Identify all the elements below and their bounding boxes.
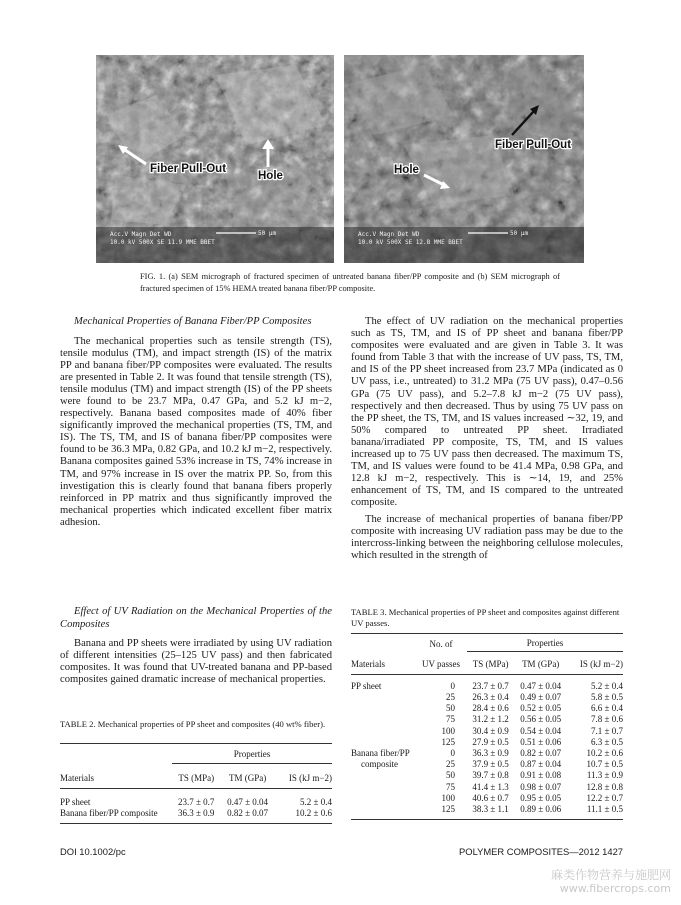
footer-journal: POLYMER COMPOSITES—2012 1427 xyxy=(459,846,623,857)
table3-col-ts: TS (MPa) xyxy=(472,658,509,669)
sem-info-line1-b: Acc.V Magn Det WD xyxy=(358,231,420,238)
table2-col-ts: TS (MPa) xyxy=(178,772,215,783)
right-column xyxy=(351,316,623,562)
table3-col-materials: Materials xyxy=(351,658,385,669)
sem-micrograph-a xyxy=(96,55,334,263)
watermark-line2: www.fibercrops.com xyxy=(559,882,671,895)
table-row: 25 26.3 ± 0.4 0.49 ± 0.07 5.8 ± 0.5 xyxy=(446,691,623,702)
table-row: 125 27.9 ± 0.5 0.51 ± 0.06 6.3 ± 0.5 xyxy=(441,736,623,747)
paragraph-mechanical-properties: The mechanical properties such as tensile strength (TS), tensile modulus (TM), and impact strength (IS) of the matrix PP and banana fiber/PP composites were evaluated. The results are presented in Table 2. It was found that tensile strength (TS), tensile modulus (TM) and impact strength (IS) of the PP sheets were found to be 23.7 MPa, 0.47 GPa, and 5.2 kJ m−2, respectively. Banana based composites made of 40% fiber significantly improved the mechanical properties (TS, TM, and IS). The TS, TM, and IS of banana fiber/PP composites were found to be 36.3 MPa, 0.82 GPa, and 10.2 kJ m−2, respectively. Banana composites gained 53% increase in TS, 74% increase in TM, and 97% increase in IS over the matrix PP. So, from this investigation this is clearly found that banana fibers properly reinforced in PP matrix and thus significantly improved the mechanical properties which indicated excellent fiber matrix adhesion. xyxy=(60,335,332,528)
table-row: 75 31.2 ± 1.2 0.56 ± 0.05 7.8 ± 0.6 xyxy=(446,714,623,725)
table-row: composite 25 37.9 ± 0.5 0.87 ± 0.04 10.7 ± 0.5 xyxy=(361,759,623,770)
scale-label-b: 50 μm xyxy=(510,230,529,237)
table2-col-tm: TM (GPa) xyxy=(228,772,267,783)
hole-label-a: Hole xyxy=(258,170,283,182)
table2-caption: TABLE 2. Mechanical properties of PP sheet and composites (40 wt% fiber). xyxy=(60,719,326,729)
paragraph-uv-increase: The increase of mechanical properties of banana fiber/PP composite with increasing UV radiation pass may be due to the intercross-linking between the neighboring cellulose molecules, which resulted in the strength of xyxy=(351,513,623,561)
table2-col-is: IS (kJ m−2) xyxy=(288,772,332,783)
table-row: PP sheet 23.7 ± 0.7 0.47 ± 0.04 5.2 ± 0.4 xyxy=(60,796,332,807)
sem-info-line2-b: 10.0 kV 500X SE 12.8 MME BBET xyxy=(358,239,463,246)
table3-col-uv-line2: UV passes xyxy=(421,658,461,669)
table-row: PP sheet 0 23.7 ± 0.7 0.47 ± 0.04 5.2 ± 0.4 xyxy=(351,680,623,691)
watermark-line1: 麻类作物营养与施肥网 xyxy=(550,868,671,882)
table2-group-header: Properties xyxy=(172,749,332,764)
fiber-pullout-label-b: Fiber Pull-Out xyxy=(495,139,572,151)
sem-micrograph-b xyxy=(344,55,584,263)
table-row: 75 41.4 ± 1.3 0.98 ± 0.07 12.8 ± 0.8 xyxy=(446,781,623,792)
sem-info-line2-a: 10.0 kV 500X SE 11.9 MME BBET xyxy=(110,239,215,246)
table3-caption: TABLE 3. Mechanical properties of PP sheet and composites against different UV passes. xyxy=(351,607,620,628)
paragraph-uv-effect: The effect of UV radiation on the mechanical properties such as TS, TM, and IS of PP sheet and banana fiber/PP composites were evaluated and are given in Table 3. It was found from Table 3 that with the increase of UV pass, TS, TM, and IS of the PP sheet increased from 23.7 MPa (indicated as 0 UV pass, i.e., untreated) to 31.2 MPa (75 UV pass), 0.47–0.56 GPa (75 UV pass), and 5.2–7.8 kJ m−2 (75 UV pass), respectively and then decreased. Thus by using 75 UV pass on the PP sheet, the TS, TM, and IS values increased ∼32, 19, and 50% compared to untreated PP sheet. Irradiated banana/irradiated PP composite, TS, TM, and IS values increased up to 75 UV pass then decreased. The maximum TS, TM, and IS values were found to be 41.4 MPa, 0.98 GPa, and 12.8 kJ m−2, respectively. This is ∼14, 19, and 25% enhancement of TS, TM, and IS compared to the untreated composite. xyxy=(351,316,623,509)
table-row: 100 40.6 ± 0.7 0.95 ± 0.05 12.2 ± 0.7 xyxy=(441,792,623,803)
table-row: 100 30.4 ± 0.9 0.54 ± 0.04 7.1 ± 0.7 xyxy=(441,725,623,736)
table-row: Banana fiber/PP composite 36.3 ± 0.9 0.82 ± 0.07 10.2 ± 0.6 xyxy=(60,807,332,818)
left-column-section2 xyxy=(60,606,332,686)
section-heading-mechanical: Mechanical Properties of Banana Fiber/PP Composites xyxy=(74,316,312,327)
sem-info-line1-a: Acc.V Magn Det WD xyxy=(110,231,172,238)
table3-group-header: Properties xyxy=(467,638,623,652)
scale-label-a: 50 μm xyxy=(258,230,277,237)
table3-col-uv-line1: No. of xyxy=(429,639,453,650)
table-row: 50 39.7 ± 0.8 0.91 ± 0.08 11.3 ± 0.9 xyxy=(446,770,623,781)
table2-col-materials: Materials xyxy=(60,772,94,783)
table2 xyxy=(60,743,332,824)
table-row: 125 38.3 ± 1.1 0.89 ± 0.06 11.1 ± 0.5 xyxy=(441,803,623,814)
table-row: 50 28.4 ± 0.6 0.52 ± 0.05 6.6 ± 0.4 xyxy=(446,703,623,714)
table3-col-is: IS (kJ m−2) xyxy=(579,658,623,669)
table3-col-tm: TM (GPa) xyxy=(522,658,560,669)
table-row: Banana fiber/PP 0 36.3 ± 0.9 0.82 ± 0.07 10.2 ± 0.6 xyxy=(351,747,623,758)
left-column xyxy=(60,316,332,529)
footer-doi: DOI 10.1002/pc xyxy=(60,846,126,857)
table3 xyxy=(351,633,623,820)
figure-caption: FIG. 1. (a) SEM micrograph of fractured specimen of untreated banana fiber/PP composite and (b) SEM micrograph of fractured specimen of 15% HEMA treated banana fiber/PP composite. xyxy=(140,272,560,293)
fiber-pullout-label-a: Fiber Pull-Out xyxy=(150,163,227,175)
hole-label-b: Hole xyxy=(394,164,419,176)
paragraph-uv-radiation: Banana and PP sheets were irradiated by using UV radiation of different intensities (25–125 UV pass) and then fabricated composites. It was found that UV-treated banana and PP-based composites gained dramatic increase of mechanical properties. xyxy=(60,638,332,686)
section-heading-uv: Effect of UV Radiation on the Mechanical Properties of the Composites xyxy=(60,606,332,630)
